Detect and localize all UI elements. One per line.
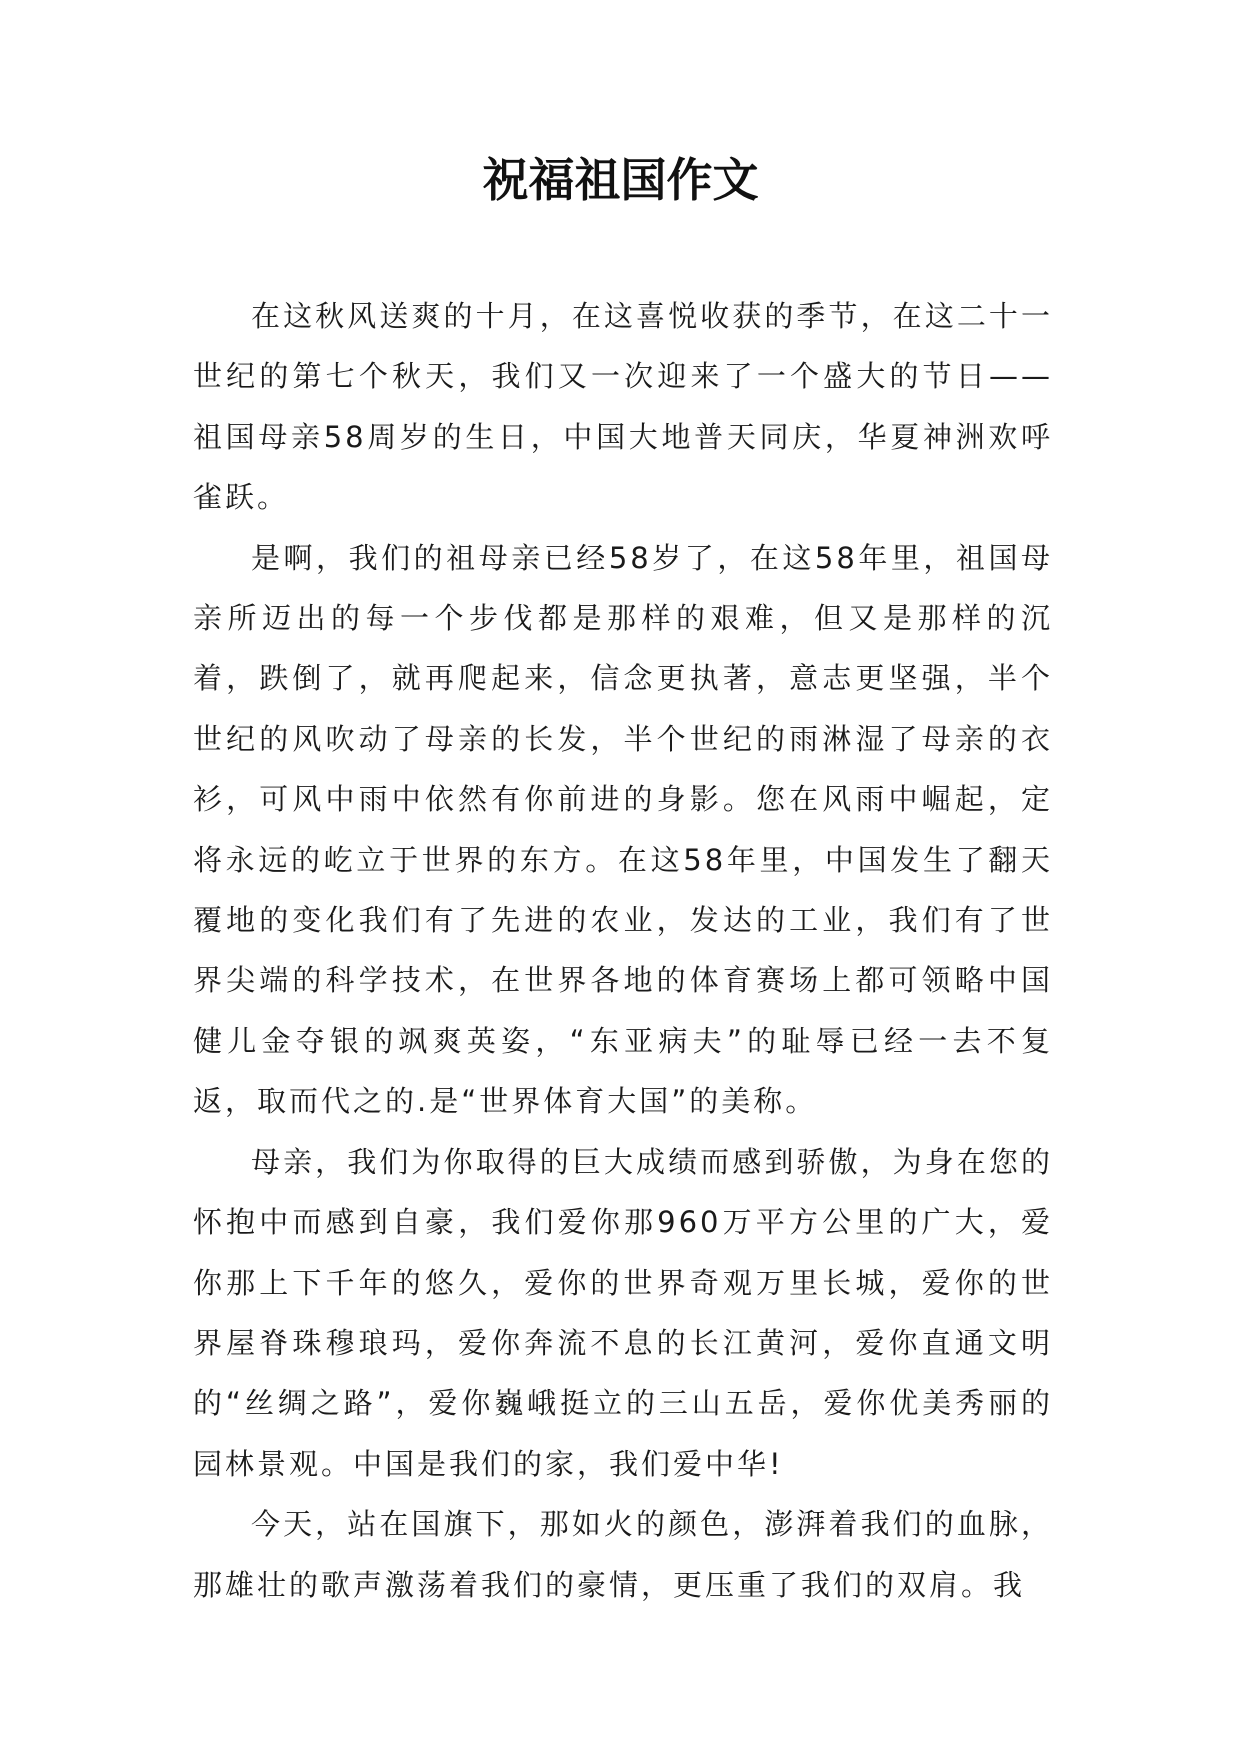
document-body: [193, 286, 1053, 1615]
paragraph-4: 今天，站在国旗下，那如火的颜色，澎湃着我们的血脉，那雄壮的歌声激荡着我们的豪情，更压重了我们的双肩。我: [193, 1507, 1053, 1602]
paragraph-3: 母亲，我们为你取得的巨大成绩而感到骄傲，为身在您的怀抱中而感到自豪，我们爱你那960万平方公里的广大，爱你那上下千年的悠久，爱你的世界奇观万里长城，爱你的世界屋脊珠穆琅玛，爱你奔流不息的长江黄河，爱你直通文明的“丝绸之路”，爱你巍峨挺立的三山五岳，爱你优美秀丽的园林景观。中国是我们的家，我们爱中华!: [193, 1144, 1053, 1481]
paragraph-1: 在这秋风送爽的十月，在这喜悦收获的季节，在这二十一世纪的第七个秋天，我们又一次迎来了一个盛大的节日——祖国母亲58周岁的生日，中国大地普天同庆，华夏神洲欢呼雀跃。: [193, 299, 1053, 515]
document-title: 祝福祖国作文: [482, 153, 759, 207]
paragraph-2: 是啊，我们的祖母亲已经58岁了，在这58年里，祖国母亲所迈出的每一个步伐都是那样的艰难，但又是那样的沉着，跌倒了，就再爬起来，信念更执著，意志更坚强，半个世纪的风吹动了母亲的长发，半个世纪的雨淋湿了母亲的衣衫，可风中雨中依然有你前进的身影。您在风雨中崛起，定将永远的屹立于世界的东方。在这58年里，中国发生了翻天覆地的变化我们有了先进的农业，发达的工业，我们有了世界尖端的科学技术，在世界各地的体育赛场上都可领略中国健儿金夺银的飒爽英姿，“东亚病夫”的耻辱已经一去不复返，取而代之的.是“世界体育大国”的美称。: [193, 540, 1053, 1119]
